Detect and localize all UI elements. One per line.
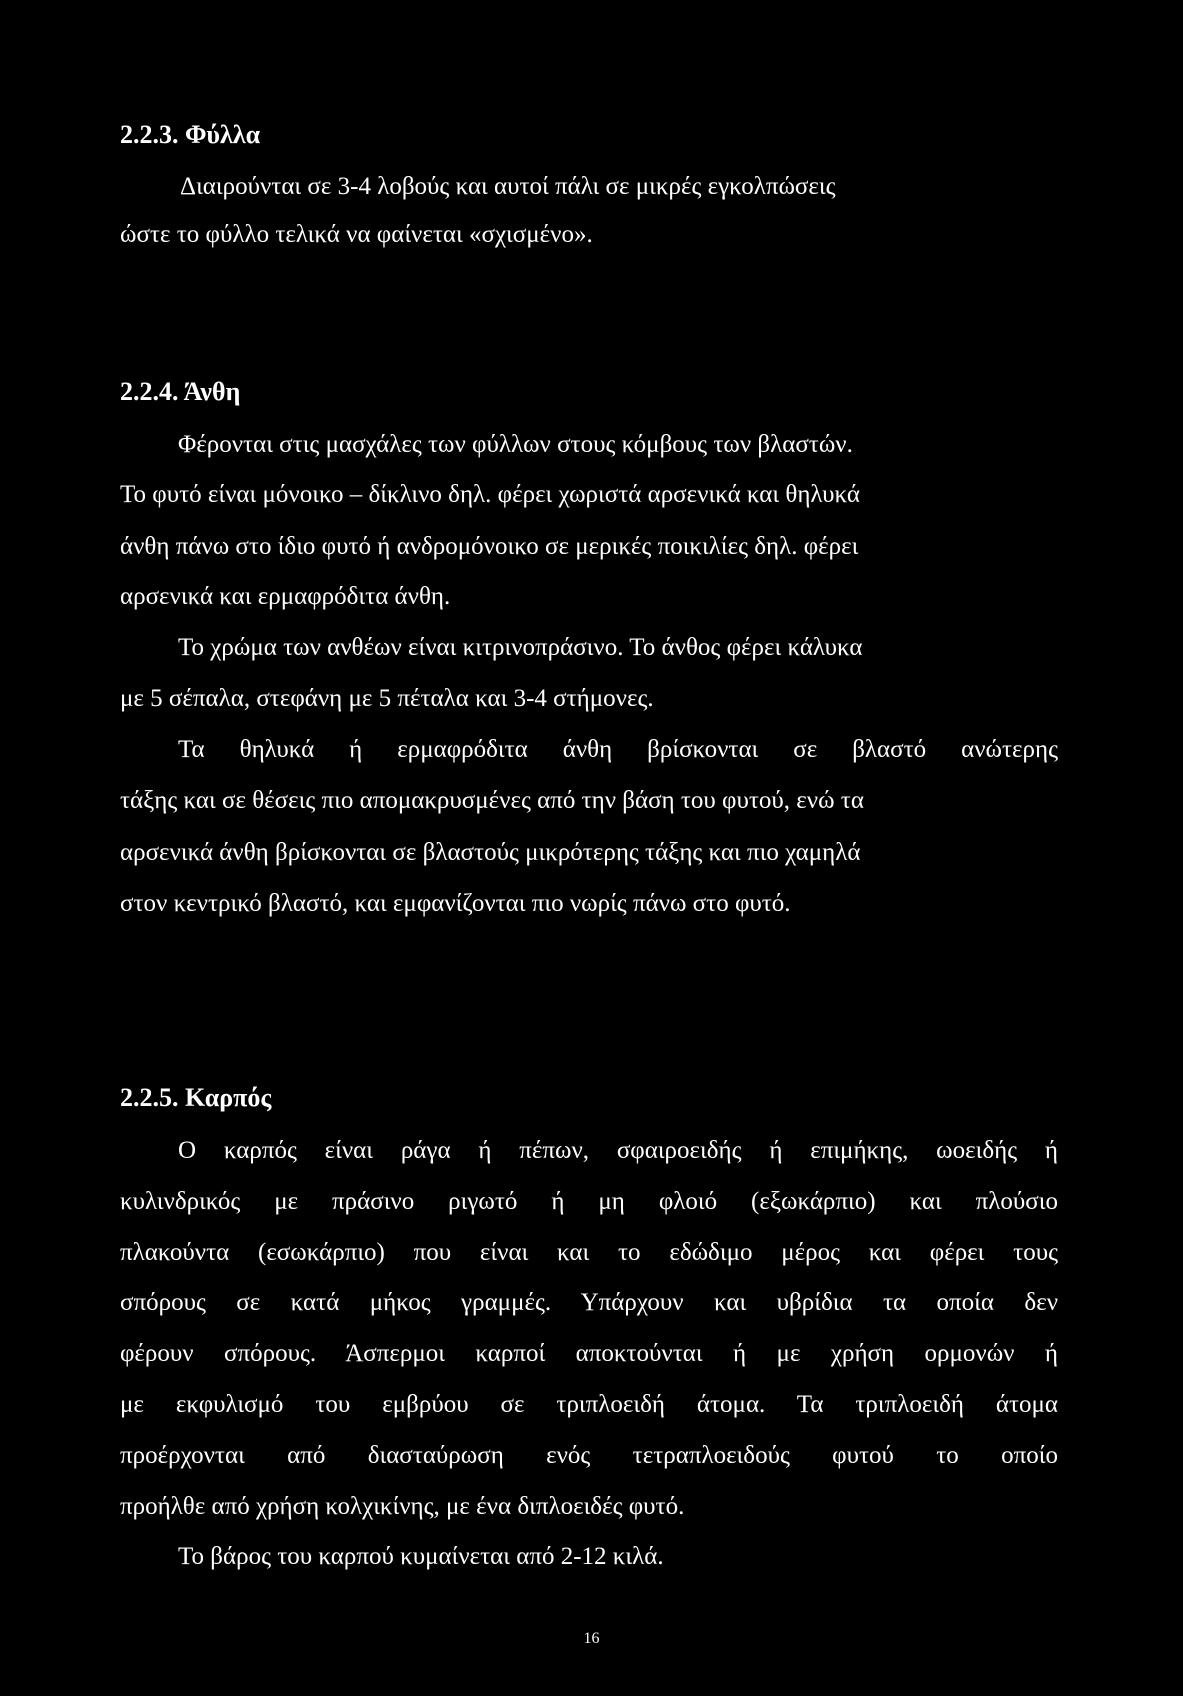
paragraph-line: Τα θηλυκά ή ερμαφρόδιτα άνθη βρίσκονται σε βλαστό ανώτερης (178, 736, 1058, 763)
paragraph-line: στον κεντρικό βλαστό, και εμφανίζονται πιο νωρίς πάνω στο φυτό. (120, 890, 791, 917)
paragraph-line: άνθη πάνω στο ίδιο φυτό ή ανδρομόνοικο σε μερικές ποικιλίες δηλ. φέρει (120, 533, 859, 560)
paragraph-line: τάξης και σε θέσεις πιο απομακρυσμένες από την βάση του φυτού, ενώ τα (120, 787, 864, 814)
paragraph-line: προέρχονται από διασταύρωση ενός τετραπλοειδούς φυτού το οποίο (120, 1442, 1058, 1469)
paragraph-line: φέρουν σπόρους. Άσπερμοι καρποί αποκτούνται ή με χρήση ορμονών ή (120, 1340, 1058, 1367)
paragraph-line: Το χρώμα των ανθέων είναι κιτρινοπράσινο. Το άνθος φέρει κάλυκα (178, 634, 863, 661)
paragraph-line: κυλινδρικός με πράσινο ριγωτό ή μη φλοιό (εξωκάρπιο) και πλούσιο (120, 1188, 1058, 1215)
paragraph-line: Διαιρούνται σε 3-4 λοβούς και αυτοί πάλι σε μικρές εγκολπώσεις (180, 173, 836, 200)
paragraph-line: Το φυτό είναι μόνοικο – δίκλινο δηλ. φέρει χωριστά αρσενικά και θηλυκά (120, 481, 860, 508)
paragraph-line: Ο καρπός είναι ράγα ή πέπων, σφαιροειδής ή επιμήκης, ωοειδής ή (178, 1137, 1058, 1164)
paragraph-line: Το βάρος του καρπού κυμαίνεται από 2-12 κιλά. (178, 1543, 664, 1570)
page-number: 16 (583, 1630, 600, 1647)
paragraph-line: με 5 σέπαλα, στεφάνη με 5 πέταλα και 3-4 στήμονες. (120, 685, 654, 712)
paragraph-line: αρσενικά άνθη βρίσκονται σε βλαστούς μικρότερης τάξης και πιο χαμηλά (120, 839, 861, 866)
section-heading-leaves: 2.2.3. Φύλλα (120, 120, 261, 149)
section-heading-fruit: 2.2.5. Καρπός (120, 1083, 272, 1112)
paragraph-line: πλακούντα (εσωκάρπιο) που είναι και το εδώδιμο μέρος και φέρει τους (120, 1239, 1058, 1266)
paragraph-line: προήλθε από χρήση κολχικίνης, με ένα διπλοειδές φυτό. (120, 1493, 685, 1520)
paragraph-line: σπόρους σε κατά μήκος γραμμές. Υπάρχουν και υβρίδια τα οποία δεν (120, 1289, 1058, 1316)
paragraph-line: με εκφυλισμό του εμβρύου σε τριπλοειδή άτομα. Τα τριπλοειδή άτομα (120, 1391, 1058, 1418)
paragraph-line: Φέρονται στις μασχάλες των φύλλων στους κόμβους των βλαστών. (178, 431, 853, 458)
section-heading-flowers: 2.2.4. Άνθη (120, 377, 241, 406)
paragraph-line: αρσενικά και ερμαφρόδιτα άνθη. (120, 583, 451, 610)
paragraph-line: ώστε το φύλλο τελικά να φαίνεται «σχισμένο». (120, 221, 593, 248)
